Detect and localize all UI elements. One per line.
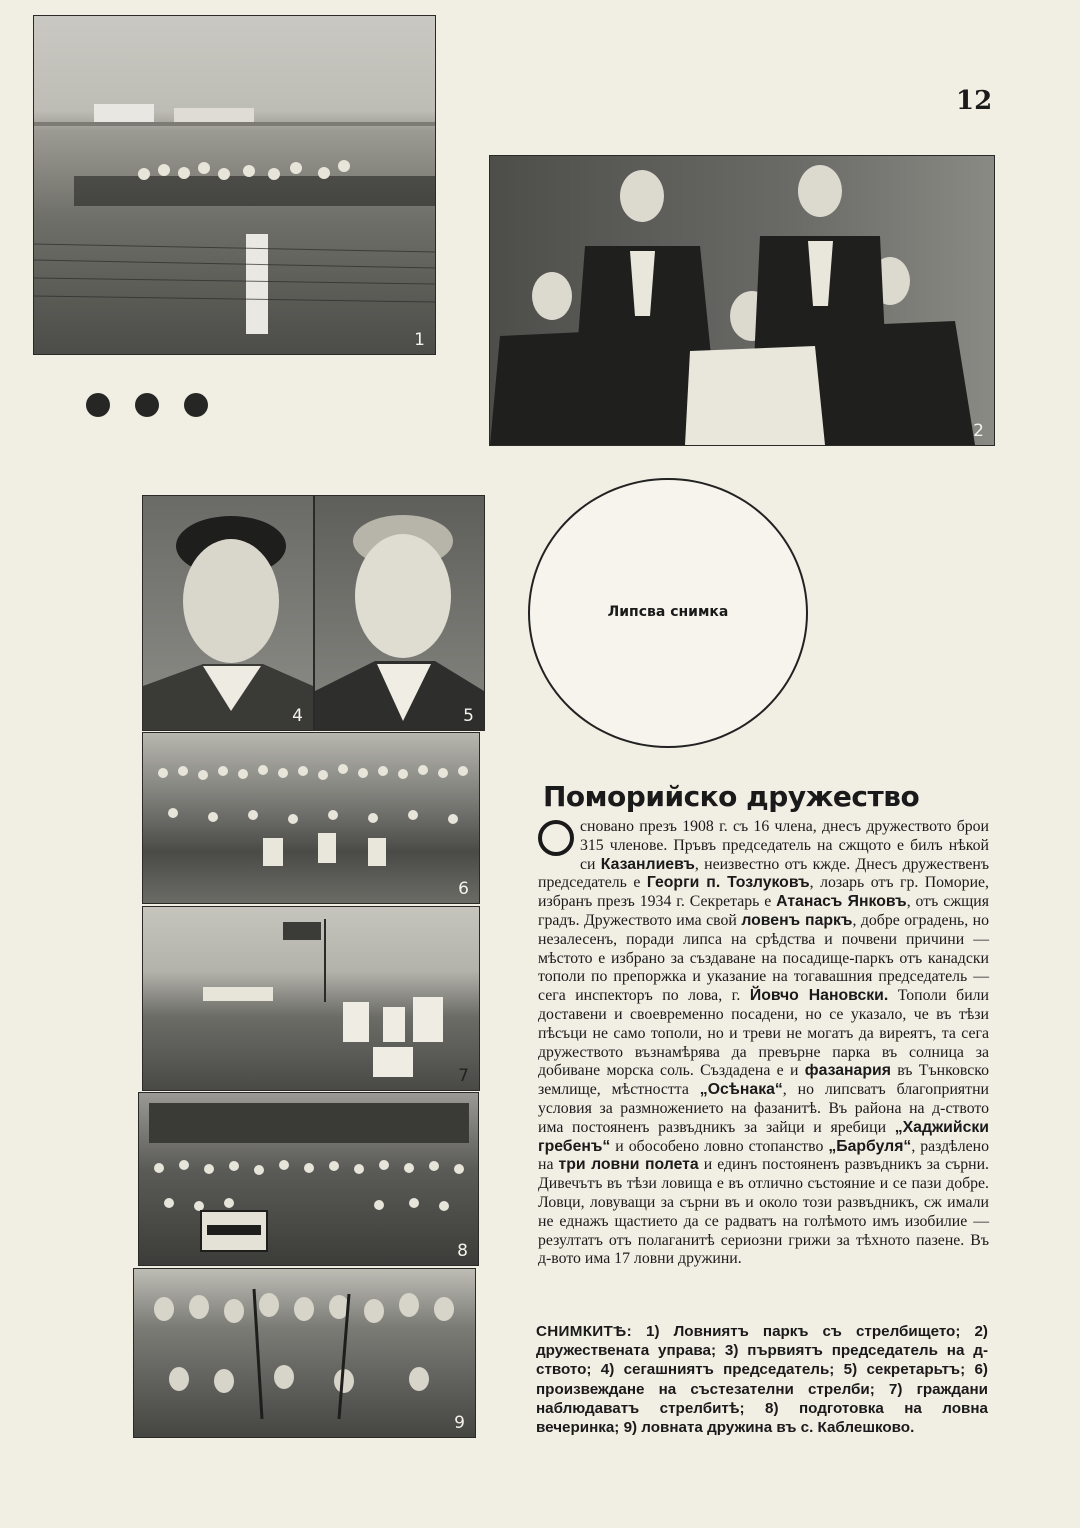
article-emphasis: фазанария [804, 1062, 891, 1080]
article-text-run: , добре оградень, но незалесенъ, поради липса на срѣдства и почвени причини — мѣстото е избрано за създаване на посадище-паркъ отъ канадски тополи по препоржка и указание на тогавашния председатель — сега инспекторъ по лова, г. [538, 911, 989, 1005]
decorative-dot-2 [135, 393, 159, 417]
drop-cap-o-icon [538, 820, 574, 856]
article-emphasis: Казанлиевъ [600, 855, 695, 873]
article-text-run: , лозарь отъ гр. Поморие, избранъ презъ 1934 г. Секретарь е [538, 874, 989, 911]
article-emphasis: ловенъ паркъ [741, 911, 853, 929]
article-text-run: , отъ сжщия градъ. Дружеството има свой [538, 893, 989, 929]
article-title: Поморийско дружество [543, 780, 920, 813]
missing-photo-label: Липсва снимка [607, 604, 729, 620]
photo-1-shooting-range [33, 15, 436, 355]
photo-5-number: 5 [463, 706, 474, 726]
article-text-run: сновано презъ 1908 г. съ 16 члена, днесъ дружеството брои 315 членове. Пръвъ председатель на сжщото е билъ нѣкой си [580, 818, 989, 873]
photo-1-number: 1 [414, 330, 425, 350]
captions-lead: СНИМКИТѢ: [536, 1323, 632, 1340]
photo-2-number: 2 [973, 421, 984, 441]
photo-8-number: 8 [457, 1241, 468, 1261]
article-emphasis: „Осѣнака“ [699, 1081, 783, 1099]
page-number: 12 [956, 86, 993, 116]
article-text-run: и единъ постояненъ развъдникъ за сърни. Дивечътъ въ тѣзи ловища е въ отлично състояние и се пази добре. Ловци, ловуващи за сърни въ и около този развъдникъ, сж имали не еднажъ щастието да се радватъ на голѣмото имъ изобилие — резултатъ отъ полаганитѣ сериозни грижи за тѣхното пазене. Въ д-вото има 17 ловни дружини. [538, 1156, 989, 1268]
article-emphasis: три ловни полета [558, 1156, 699, 1174]
photo-8-evening-party [138, 1092, 479, 1266]
photo-6-number: 6 [458, 879, 469, 899]
article-text-run: и обособено ловно стопанство [610, 1137, 829, 1155]
article-text-run: , но липсватъ благоприятни условия за размножението на фазанитѣ. Въ района на д-ството има постояненъ развъдникъ за зайци и яребици [538, 1081, 989, 1136]
article-text-run: , неизвестно отъ кжде. Днесъ дружественъ председатель е [538, 855, 990, 892]
article-emphasis: „Барбуля“ [828, 1137, 912, 1155]
missing-photo-placeholder [528, 478, 808, 748]
article-emphasis: „Хаджийски гребенъ“ [538, 1118, 989, 1155]
photo-6-competitors [142, 732, 480, 904]
captions-text: 1) Ловниятъ паркъ съ стрелбището; 2) дружествената управа; 3) първиятъ председатель на д-ството; 4) сегашниятъ председатель; 5) секретарьтъ; 6) произвеждане на състезателни стрелби; 7) граждани наблюдаватъ стрелбитѣ; 8) подготовка на ловна вечеринка; 9) ловната дружина въ с. Каблешково. [536, 1323, 988, 1437]
photo-4-portrait-chairman [142, 495, 314, 731]
article-body [538, 818, 989, 1269]
article-emphasis: Атанасъ Янковъ [776, 893, 907, 911]
photo-7-number: 7 [458, 1066, 469, 1086]
photo-captions [536, 1322, 988, 1437]
article-emphasis: Йовчо Нановски. [749, 987, 889, 1005]
photo-7-citizens-watching [142, 906, 480, 1091]
article-emphasis: Георги п. Тозлуковъ [646, 874, 810, 892]
article-text-run: , раздѣлено на [538, 1137, 989, 1174]
article-text-run: Тополи били доставени и своевременно посадени, но се указало, че въ тѣзи пѣсъци не само тополи, но и треви не могатъ да виреятъ, та сега дружеството възнамѣрява да превърне парка въ солница за добиване морска соль. Създадена е и [538, 987, 989, 1080]
photo-2-board-group [489, 155, 995, 446]
decorative-dot-1 [86, 393, 110, 417]
photo-5-portrait-secretary [314, 495, 485, 731]
photo-9-hunting-team [133, 1268, 476, 1438]
photo-9-number: 9 [454, 1413, 465, 1433]
photo-4-number: 4 [292, 706, 303, 726]
article-text-run: въ Тънковско землище, мѣстността [538, 1062, 989, 1099]
decorative-dot-3 [184, 393, 208, 417]
